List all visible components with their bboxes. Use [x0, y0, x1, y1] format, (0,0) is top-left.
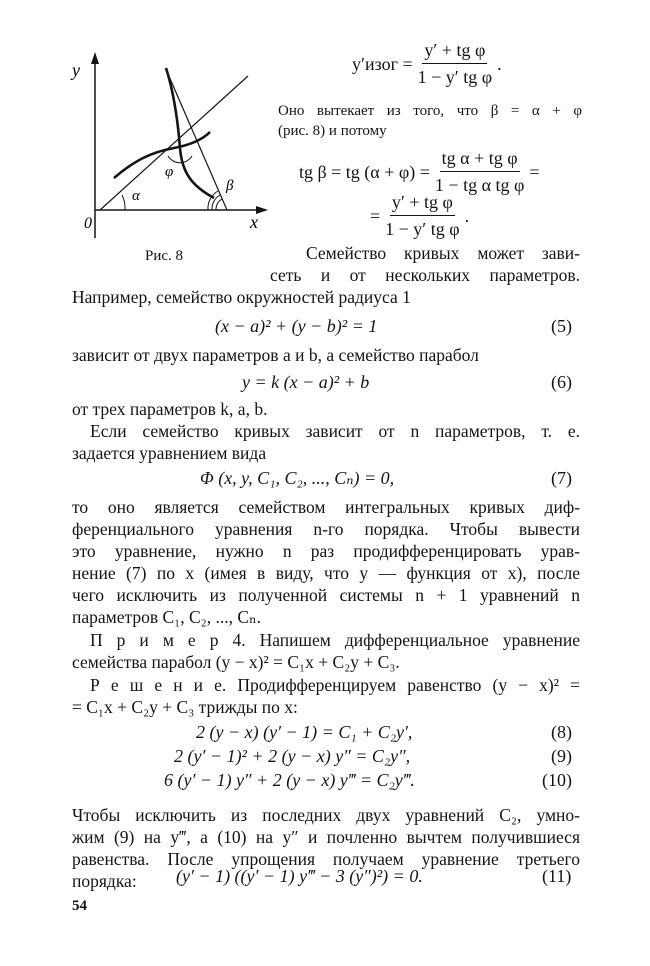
text-line-2: (рис. 8) и потому: [278, 123, 387, 139]
arc-alpha: [122, 195, 125, 210]
paragraph-6-line-3: равенства. После упрощения получаем уравнение третьего: [72, 849, 580, 869]
label-x-axis: x: [250, 212, 258, 232]
example-4-line-1: П р и м е р 4. Напишем дифференциальное уравнение: [90, 630, 580, 650]
solution-line-2: = C₁x + C₂y + C₃ трижды по x:: [72, 697, 298, 717]
figure-caption: Рис. 8: [145, 248, 184, 264]
text-line-1: Оно вытекает из того, что β = α + φ: [278, 103, 582, 119]
equation-11: (y′ − 1) ((y′ − 1) y‴ − 3 (y″)²) = 0.: [176, 866, 423, 886]
paragraph-4-line-2: задается уравнением вида: [72, 443, 267, 463]
equation-9: 2 (y′ − 1)² + 2 (y − x) y″ = C₂y″,: [174, 746, 411, 766]
equation-8-number: (8): [551, 722, 572, 742]
paragraph-5-line-3: это уравнение, нужно n раз продифференцировать урав-: [72, 541, 580, 561]
paragraph-2: зависит от двух параметров a и b, а семейство парабол: [72, 345, 479, 365]
label-beta: β: [226, 178, 234, 194]
solution-line-1: Р е ш е н и е. Продифференцируем равенство (y − x)² =: [90, 675, 580, 695]
equation-bend-lhs: y′изог =: [352, 53, 413, 74]
page-number: 54: [72, 898, 87, 914]
equation-10: 6 (y′ − 1) y″ + 2 (y − x) y‴ = C₂y‴.: [164, 770, 415, 790]
equation-6: y = k (x − a)² + b: [242, 372, 370, 392]
equation-10-number: (10): [542, 770, 572, 790]
label-y-axis: y: [72, 60, 80, 80]
label-origin: 0: [84, 215, 92, 232]
figure-8-diagram: [70, 48, 280, 248]
equation-7-number: (7): [551, 468, 572, 488]
equation-5: (x − a)² + (y − b)² = 1: [215, 316, 378, 336]
text-line-3: Семейство кривых может зави-: [306, 243, 580, 263]
equation-tg-beta-tail: =: [529, 161, 540, 182]
equation-tg-beta-2-fraction: [383, 190, 461, 241]
paragraph-5-line-6: параметров C₁, C₂, ..., Cₙ.: [72, 607, 262, 627]
equation-bend-tail: .: [497, 53, 502, 74]
paragraph-6-line-1: Чтобы исключить из последних двух уравнений C₂, умно-: [72, 805, 580, 825]
paragraph-3: от трех параметров k, a, b.: [72, 399, 268, 419]
equation-tg-beta-denominator: 1 − tg α tg φ: [434, 175, 525, 195]
y-axis-arrow: [91, 52, 99, 64]
label-phi: φ: [165, 164, 174, 180]
equation-bend-numerator: y′ + tg φ: [422, 38, 487, 64]
equation-5-number: (5): [551, 316, 572, 336]
equation-bend-denominator: 1 − y′ tg φ: [417, 67, 493, 87]
text-line-4: сеть и от нескольких параметров.: [270, 265, 580, 285]
label-alpha: α: [132, 188, 140, 204]
equation-tg-beta-2-lhs: =: [370, 205, 381, 226]
paragraph-6-line-4: порядка:: [72, 871, 137, 891]
arc-beta-3: [216, 199, 222, 210]
equation-bend: [352, 38, 502, 89]
paragraph-5-line-5: чего исключить из полученной системы n + 1 уравнений n: [72, 585, 580, 605]
paragraph-5-line-4: нение (7) по x (имея в виду, что y — функция от x), после: [72, 563, 580, 583]
equation-tg-beta-lhs: tg β = tg (α + φ) =: [299, 161, 430, 182]
paragraph-5-line-2: ференциального уравнения n-го порядка. Чтобы вывести: [72, 519, 580, 539]
equation-11-number: (11): [542, 866, 572, 886]
paragraph-4-line-1: Если семейство кривых зависит от n параметров, т. е.: [90, 421, 580, 441]
paragraph-6-line-2: жим (9) на y‴, а (10) на y″ и почленно вычтем получившиеся: [72, 827, 580, 847]
equation-tg-beta-2-numerator: y′ + tg φ: [390, 190, 455, 216]
equation-7: Φ (x, y, C₁, C₂, ..., Cₙ) = 0,: [200, 468, 395, 488]
equation-tg-beta-2: [370, 190, 469, 241]
paragraph-1: Например, семейство окружностей радиуса 1: [72, 287, 411, 307]
equation-tg-beta-2-denominator: 1 − y′ tg φ: [385, 219, 460, 239]
equation-bend-fraction: [416, 38, 494, 89]
paragraph-5-line-1: то оно является семейством интегральных кривых диф-: [72, 497, 580, 517]
example-4-line-2: семейства парабол (y − x)² = C₁x + C₂y + C₃.: [72, 652, 400, 672]
equation-8: 2 (y − x) (y′ − 1) = C₁ + C₂y′,: [196, 722, 413, 742]
equation-tg-beta-2-tail: .: [464, 205, 470, 226]
equation-9-number: (9): [551, 746, 572, 766]
equation-tg-beta-numerator: tg α + tg φ: [440, 146, 520, 172]
equation-6-number: (6): [551, 372, 572, 392]
